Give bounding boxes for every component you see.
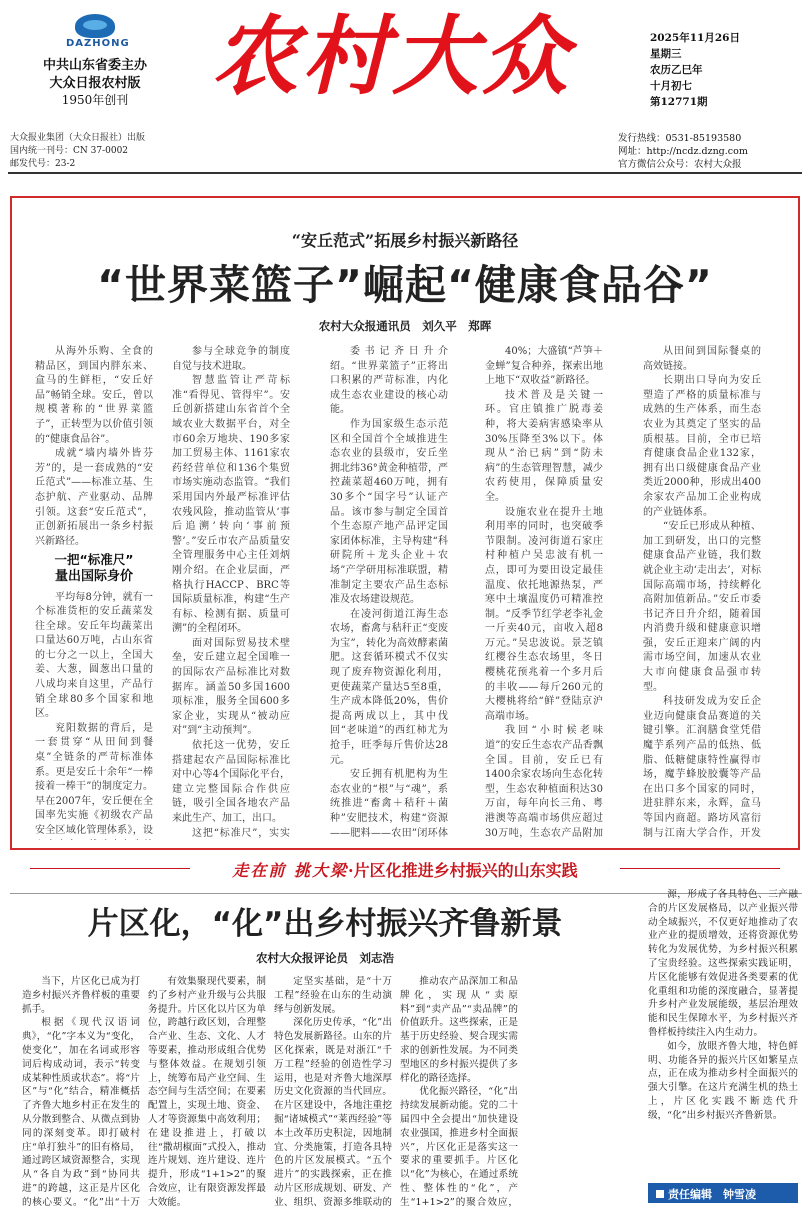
paragraph: 兖阳数据的背后，是一套贯穿“从田间到餐桌”全链条的严苛标准体系。更是安丘十余年“一棒接着一棒干”的制度定力。早在2007年，安丘便在全国率先实施《初级农产品安全区域化管理体系》，设 [35,722,153,836]
paragraph: 我回“小时候老味道”的安丘生态农产品香飘全国。目前，安丘已有1400余家农场向生态化转型，生态农种植面积达30万亩，每年向长三角、粤港澳等高端市场供应超过30万吨，生态农产品附加 [485,725,603,839]
paragraph: 委书记齐日升介绍。“世界菜篮子”正将出口积累的严苛标准，内化成生态农业建设的核心动能。 [330,346,448,416]
newspaper-title: 农村大众 [212,6,572,107]
publisher-line: 大众报业集团（大众日报社）出版 [10,133,146,143]
paragraph: 依托这一优势，安丘搭建起农产品国际标准比对中心等4个国际化平台，建立完整国际合作供应链，吸引全国各地农产品来此生产、加工，出口。 [172,740,290,824]
sponsor-line-2: 大众日报农村版 [49,76,141,91]
paragraph: 源，形成了各具特色、三产融合的片区发展格局，以产业振兴带动全域振兴，不仅更好地推动了农业产业的提质增效，还将资源优势转化为发展优势，为乡村振兴积累了宝贵经验。这些探索实践证明，片区化能够有效促进各类要素的优化重组和功能的深度融合，显著提升乡村产业发展能级，基层治理效能和民生保障水平，为乡村振兴齐鲁样板持续注入内生动力。 [648,889,798,1038]
banner-slogan: 走在前 挑大梁 [232,861,348,880]
feature-column-2 [148,975,266,1207]
banner-suffix: ·片区化推进乡村振兴的山东实践 [348,861,578,880]
top-story-column-5 [643,345,761,840]
paragraph: 参与全球竞争的制度自觉与技术进取。 [172,346,290,372]
sponsor-line-3: 1950年创刊 [61,93,129,107]
paragraph: 成就“墙内墙外皆芬芳”的，是一套成熟的“安丘范式”——标准立基、生态护航、产业驱动、品牌引领。这套“安丘范式”，正创新拓展出一条乡村振兴新路径。 [35,448,153,547]
paragraph: 设施农业在提升土地利用率的同时，也突破季节限制。凌河街道石家庄村种植户吴忠波有机一点，即可为要田设定最佳温度、依托地源热泵，严寒中土壤温度仍可精准控制。“反季节红学老李礼金一斤卖40元，亩收入超8万元。”吴忠波说。景芝镇红樱谷生态农场里，冬日樱桃花预兆着一个多月后的丰收——每斤260元的大樱桃将给“鲜”登陆京沪高端市场。 [485,506,603,722]
paragraph: 技术普及是关键一环。官庄镇推广脱毒姜种，将大姜病害感染率从30%压降至3%以下。体现从“治已病”到“防未病”的生态管理智慧，减少农药使用，保障质量安全。 [485,389,603,503]
issue-date: 2025年11月26日 [650,32,740,44]
paragraph: 有效集聚现代要素，制约了乡村产业升级与公共服务提升。片区化以片区为单位，跨越行政区划，合理整合产业、生态、文化、人才等要素，推动形成组合优势与整体效益。在规划引领上，统筹布局产业空间、生态空间与生活空间；在要素配置上，实现土地、资金、人才等资源集中高效利用；在建设推进上，打破以往“撒胡椒面”式投入，推动连片规划、连片建设、连片提升，形成“1+1>2”的聚合效应，让有限资源发挥最大效能。 [148,976,266,1207]
top-story-kicker: “安丘范式”拓展乡村振兴新路径 [291,231,519,250]
feature-headline: 片区化，“化”出乡村振兴齐鲁新景 [87,906,563,942]
editor-label: 责任编辑 钟雪凌 [668,1188,756,1201]
paragraph: 作为国家级生态示范区和全国首个全域推进生态农业的县级市，安丘坐拥北纬36°黄金种植带，严控蔬菜超460万吨，拥有30多个“国字号”认证产品。该市参与制定全国首个生态原产地产品评定国家团体标准，主导构建“科研院所＋龙头企业＋农场”产学研用标准联盟，精准制定主要农产品生态标准及农场建设规范。 [330,418,448,606]
feature-column-4 [400,975,518,1207]
paragraph: 定坚实基础，是“十万工程”经验在山东的生动演绎与创新发展。 [274,976,392,1015]
hotline: 发行热线：0531-85193580 [618,133,742,144]
paragraph: 深化历史传承，“化”出特色发展新路径。山东的片区化探索，既是对浙江“千万工程”经验的创造性学习运用，也是对齐鲁大地深厚历史文化资源的当代回应。在片区建设中，各地注重挖掘“诸城模式”“莱西经验”等本土改革历史积淀，因地制宜、分类施策，打造各具特色的片区发展模式。“五个进片”的实践探索，正在推动片区形成规划、研发、产业、组织、资源多维联动的 [274,1017,392,1207]
feature-banner [0,858,810,881]
lunar-year: 农历乙巳年 [650,64,703,76]
masthead-divider [8,172,802,174]
issue-number: 第12771期 [650,96,708,108]
paragraph: 科技研发成为安丘企业迈向健康食品赛道的关键引擎。汇润膳食堂凭借魔芋系列产品的低热、低脂、低糖健康特性赢得市场，魔芋蜂胶胶囊等产品在出口多个国家的同时，进驻胖东来，永辉，盒马等国内商超。路坊风富衍制与江南大学合作，开发 [643,696,761,839]
section-subhead: 一把“标准尺” [54,552,134,568]
paragraph: 优化振兴路径，“化”出持续发展新动能。党的二十届四中全会提出“加快建设农业强国，推进乡村全面振兴”，片区化正是落实这一要求的重要抓手。片区化以“化”为核心，在通过系统性、整体性的“化”，产生“1+1>2”的聚合效应， [400,1086,518,1207]
paragraph: 在凌河街道江海生态农场，畜禽与秸秆正“变废为宝”，转化为高效酵素菌肥。这套循环模式不仅实现了废弃物资源化利用，更使蔬菜产量达5至8重，生产成本降低20%，售价提高两成以上，其中伐回“老味道”的西红柿尤为抢手，旺季每斤售价达28元。 [330,608,448,766]
wechat-account: 官方微信公众号：农村大众报 [618,159,742,170]
paragraph: 智慧监管让严苛标准“看得见、管得牢”。安丘创新搭建山东省首个全域农业大数据平台，对全市60余万地块、190多家加工贸易主体、1161家农药经营单位和136个集贸市场实施动态监管。“我们采用国内外最严标准评估农残风险，推动监管从‘事后追溯’转向‘事前预警’。”安丘市农产品质量安全管理服务中心主任刘炳刚介绍。在企业层面，严格执行HACCP、BRC等国际质量标准，构建“生产有标、检测有据、质量可溯”的全程闭环。 [172,375,290,635]
top-story-headline: “世界菜篮子”崛起“健康食品谷” [97,261,713,309]
lunar-date: 十月初七 [650,80,692,92]
feature-column-3 [274,975,392,1207]
feature-column-1 [22,975,140,1207]
paragraph: 长期出口导向为安丘塑造了严格的质量标准与成熟的生产体系，而生态农业为其奠定了坚实的品质根基。目前，全市已培育健康食品企业132家，拥有出口级健康食品产业类近2000种，形成出400余家农产品加工企业构成的产业链体系。 [643,375,761,518]
top-story-column-1 [35,345,153,840]
paragraph: 如今，放眼齐鲁大地，特色鲜明、功能各异的振兴片区如繁星点点，正在成为推动乡村全面振兴的强大引擎。在这片充满生机的热土上，片区化实践不断迭代升级，“化”出乡村振兴齐鲁新景。 [648,1040,798,1121]
paragraph: 从海外乐购、全食的精品区，到国内胖东来、盒马的生鲜柜，“安丘好品”畅销全球。安丘，曾以规模著称的“世界菜篮子”，正转型为以价值引领的“健康食品谷”。 [35,346,153,445]
logo-text: DAZHONG [66,38,130,49]
paragraph: 40%；大盛镇“芦笋＋金蝉”复合种养，探索出地上地下“双收益”新路径。 [485,346,603,387]
weekday: 星期三 [650,48,682,60]
paragraph: 安丘拥有机肥构为生态农业的“根”与“魂”，系统推进“畜禽＋秸秆＋菌种”安肥技术，构建“资源——肥料——农田”闭环体 [330,769,448,839]
postal-code-line: 邮发代号：23-2 [10,159,76,169]
paragraph: “安丘已形成从种植、加工到研发，出口的完整健康食品产业链，我们数就企业主动‘走出去’，对标国际高端市场，持续孵化高附加值新品。”安丘市委书记齐日升介绍，随着国内消费升级和健康意识增强，安丘正迎来广阔的内需市场空间，加速从农业大市向健康食品强市转型。 [643,521,761,693]
feature-column-5 [648,888,798,1178]
dazhong-logo-icon [75,14,115,38]
top-story-byline: 农村大众报通讯员 刘久平 郑晖 [318,319,492,333]
top-story-column-3 [330,345,448,840]
paragraph: 这把“标准尺”，实实 [192,827,290,839]
top-story-column-4 [485,345,603,840]
section-subhead-2: 量出国际身价 [54,568,133,584]
sponsor-line-1: 中共山东省委主办 [42,58,147,73]
cn-number-line: 国内统一刊号：CN 37-0002 [10,146,129,156]
paragraph: 面对国际贸易技术壁垒，安丘建立起全国唯一的国际农产品标准比对数据库。涵盖50多国1600项标准，服务全国600多家企业，实现从“被动应对”到“主动预判”。 [172,637,290,737]
feature-byline: 农村大众报评论员 刘志浩 [256,951,394,965]
editor-credit [648,1183,798,1203]
paragraph: 当下，片区化已成为打造乡村振兴齐鲁样板的重要抓手。 [22,976,140,1015]
paragraph: 推动农产品深加工和品牌化，实现从“卖原料”到“卖产品”“卖品牌”的价值跃升。这些探索，正是基于历史经验、契合现实需求的创新性发展。为不同类型地区的乡村振兴提供了多样化的路径选择。 [400,976,518,1084]
website-link[interactable]: 网址：http://ncdz.dzng.com [618,146,748,157]
square-bullet-icon [656,1190,664,1198]
paragraph: 根据《现代汉语词典》，“化”字本义为“变化，使变化”，加在名词或形容词后构成动词，表示“转变成某种性质或状态”。将“片区”与“化”结合，精准概括了齐鲁大地乡村正在发生的从分散到整合、从微点到协同的深刻变革。即打破村庄“单打独斗”的旧有格局，通过跨区域资源整合，实现从“各自为政”到“协同共进”的跨越，这正是片区化的核心要义。“化”出“十万 [22,1017,140,1207]
paragraph: 平均每8分钟，就有一个标准货柜的安丘蔬菜发往全球。安丘年均蔬菜出口量达60万吨，占山东省的七分之一以上，全国大姜、大葱，圆葱出口量的八成均来自这里，产品行销全球80多个国家和地区。 [35,591,153,720]
paragraph: 从田间到国际餐桌的高效链接。 [643,346,761,372]
top-story-column-2 [172,345,290,840]
